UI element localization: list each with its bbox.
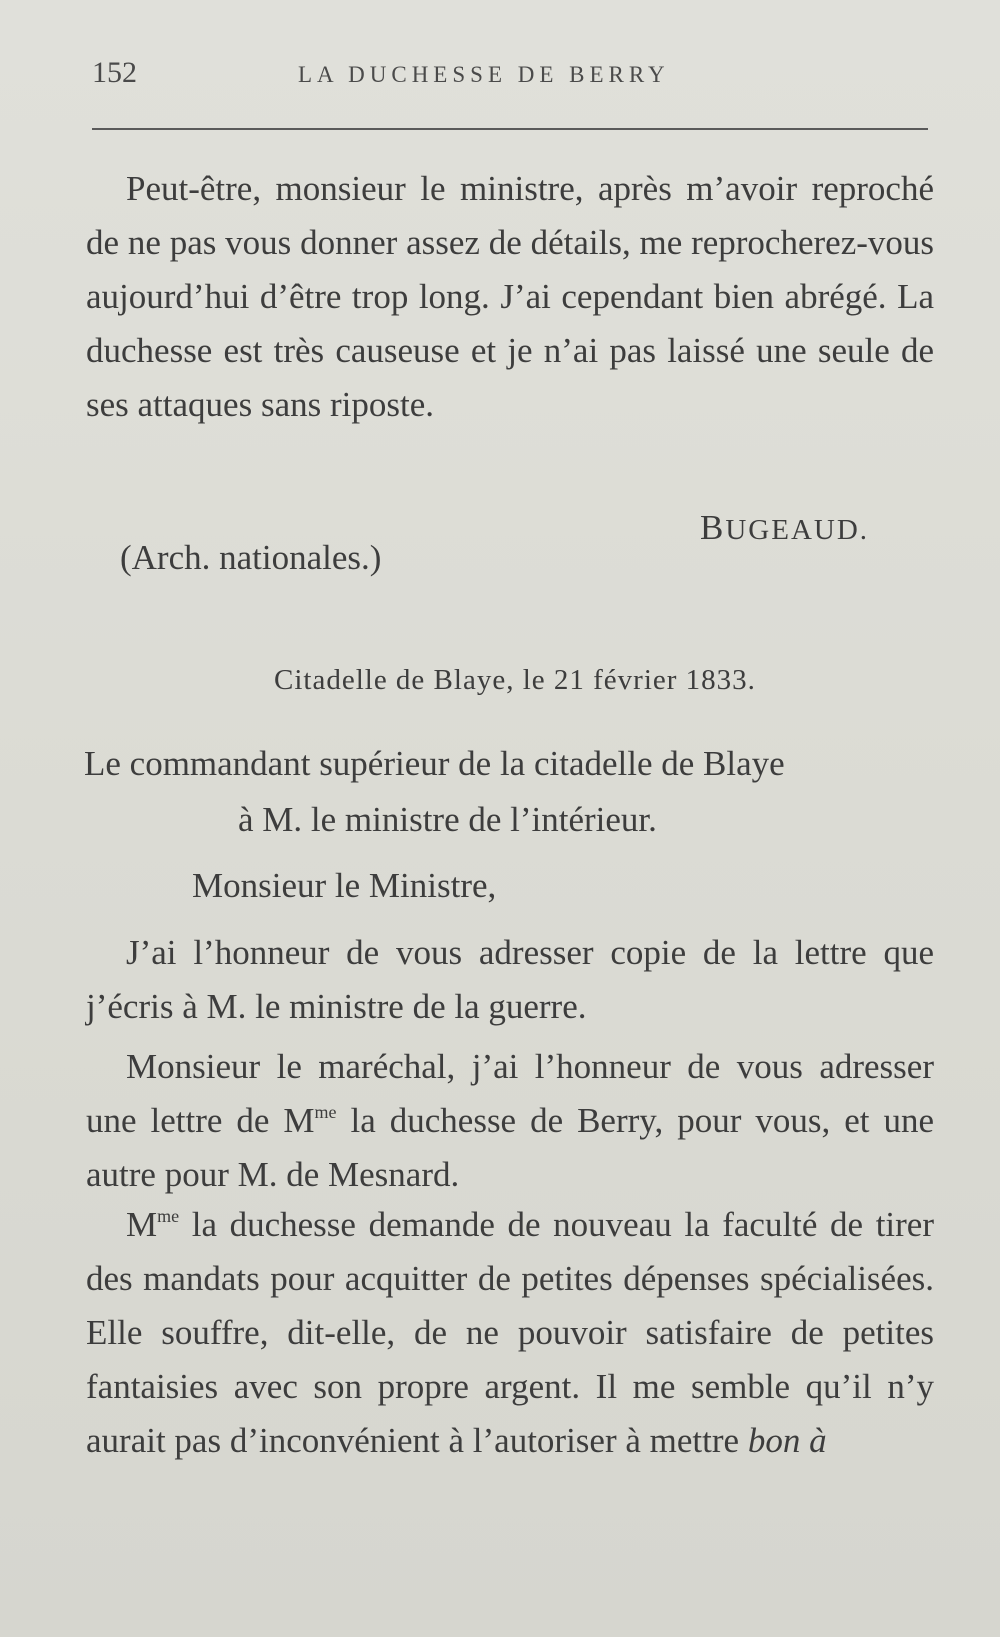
paragraph-1 <box>86 162 934 432</box>
paragraph-3-after: la duchesse de Berry, pour vous, et une autre pour M. de Mesnard. <box>86 1101 934 1194</box>
paragraph-4-m: M <box>126 1205 158 1244</box>
paragraph-4-body: la duchesse demande de nouveau la faculté de tirer des mandats pour acquitter de petites dépenses spécialisées. Elle souffre, dit-elle, de ne pouvoir satisfaire de petites fantaisies avec son propre argent. Il me semble qu’il n’y aurait pas d’inconvénient à l’autoriser à mettre <box>86 1205 934 1460</box>
source-note: (Arch. nationales.) <box>120 538 382 577</box>
signature-initial: B <box>700 508 726 547</box>
header-rule <box>92 128 928 130</box>
paragraph-4-sup: me <box>157 1206 180 1226</box>
signature <box>700 508 869 548</box>
addressee-line-2: à M. le ministre de l’intérieur. <box>238 800 657 839</box>
running-head <box>92 56 928 96</box>
paragraph-3 <box>86 1040 934 1202</box>
addressee-line-1: Le commandant supérieur de la citadelle de Blaye <box>84 744 785 783</box>
salutation: Monsieur le Ministre, <box>192 866 497 905</box>
paragraph-4-italic: bon à <box>747 1421 827 1460</box>
paragraph-3-before: Monsieur le maréchal, j’ai l’honneur de vous adresser une lettre de M <box>86 1047 934 1140</box>
signature-rest: UGEAUD. <box>725 514 870 546</box>
paragraph-3-sup: me <box>314 1102 337 1122</box>
running-title: LA DUCHESSE DE BERRY <box>298 62 670 87</box>
paragraph-4 <box>86 1198 934 1468</box>
page-number: 152 <box>92 56 137 89</box>
paragraph-2: J’ai l’honneur de vous adresser copie de la lettre que j’écris à M. le ministre de la guerre. <box>86 933 934 1026</box>
paragraph-1-text: Peut-être, monsieur le ministre, après m’avoir reproché de ne pas vous donner assez de détails, me reprocherez-vous aujourd’hui d’être trop long. J’ai cependant bien abrégé. La duchesse est très causeuse et je n’ai pas laissé une seule de ses attaques sans riposte. <box>86 169 934 424</box>
dateline: Citadelle de Blaye, le 21 février 1833. <box>274 664 756 696</box>
